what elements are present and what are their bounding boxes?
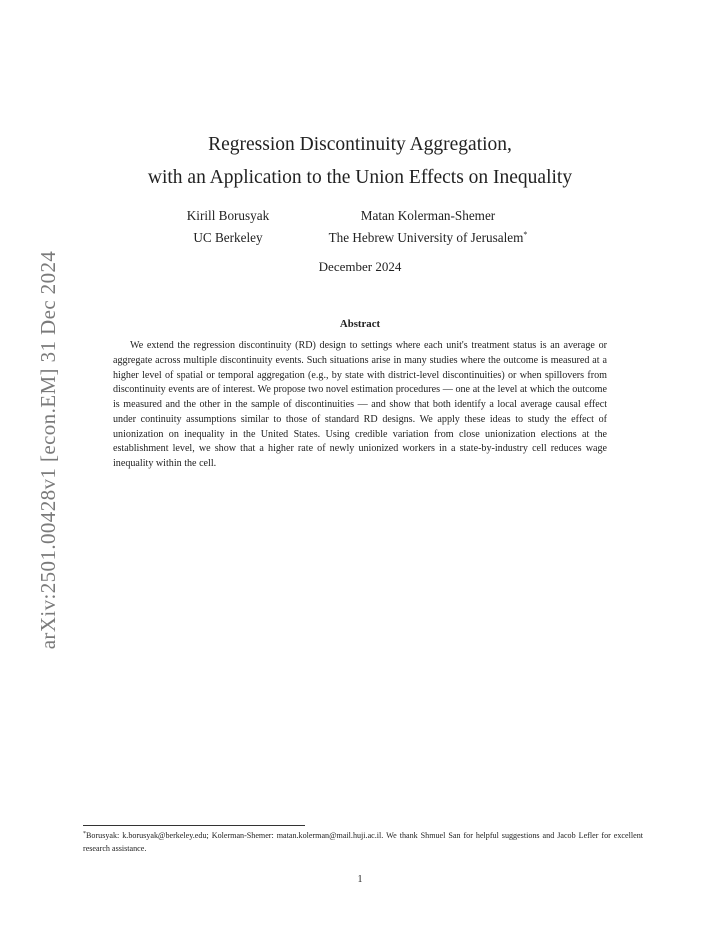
paper-title-line-2: with an Application to the Union Effects on Inequality [147,167,573,188]
author-block-2 [310,208,546,246]
footnote [83,828,643,855]
author-affiliation-line [310,230,546,246]
abstract-text: We extend the regression discontinuity (RD) design to settings where each unit's treatment status is an average or aggregate across multiple discontinuity events. Such situations arise in many studies where the outcome is measured at a higher level of spatial or temporal aggregation (e.g., by state with district-level discontinuities) or when spillovers from discontinuity events are of interest. We propose two novel estimation procedures — one at the level at which the outcome is measured and the other in the sample of discontinuities — and show that both identify a local average causal effect under continuity assumptions similar to those of standard RD designs. We apply these ideas to study the effect of unionization on inequality in the United States. Using credible variation from close unionization elections at the establishment level, we show that a higher rate of newly unionized workers in a state-by-industry cell reduces wage inequality within the cell. [113,340,607,469]
author-affiliation: UC Berkeley [193,230,263,245]
author-block-1 [168,208,288,246]
footnote-marker[interactable]: * [523,230,528,239]
publication-date: December 2024 [318,259,402,274]
footnote-rule [83,825,305,826]
author-name: Matan Kolerman-Shemer [360,208,496,223]
footnote-text: Borusyak: k.borusyak@berkeley.edu; Kolerman-Shemer: matan.kolerman@mail.huji.ac.il. We thank Shmuel San for helpful suggestions and Jacob Lefler for excellent research assistance. [83,831,643,853]
author-affiliation: The Hebrew University of Jerusalem [328,230,524,245]
paper-title-line-1: Regression Discontinuity Aggregation, [208,134,512,155]
arxiv-identifier-stamp: arXiv:2501.00428v1 [econ.EM] 31 Dec 2024 [36,250,60,650]
footnote-mark: * [83,831,86,837]
author-name: Kirill Borusyak [186,208,270,223]
abstract-heading: Abstract [339,318,381,330]
page-number: 1 [357,874,363,885]
